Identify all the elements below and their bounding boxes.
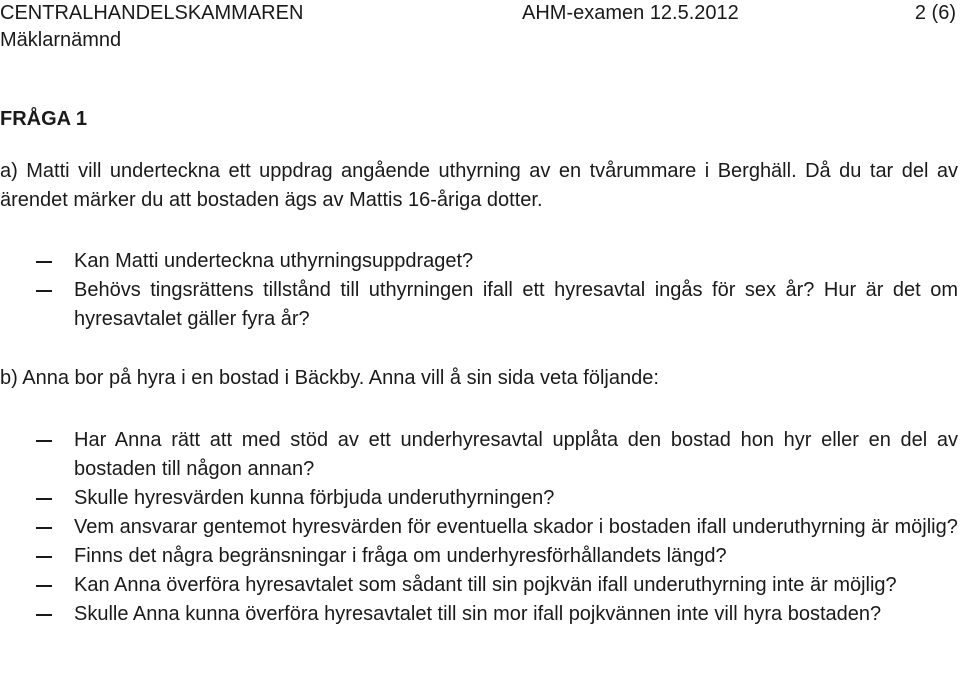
dash-bullet-icon	[36, 261, 52, 263]
dash-bullet-icon	[36, 556, 52, 558]
list-item: Skulle hyresvärden kunna förbjuda underuthyrningen?	[0, 484, 958, 513]
list-item: Vem ansvarar gentemot hyresvärden för eventuella skador i bostaden ifall underuthyrning är möjlig?	[0, 513, 958, 542]
page-header	[0, 0, 958, 54]
dash-bullet-icon	[36, 585, 52, 587]
header-department: Mäklarnämnd	[0, 29, 122, 51]
part-b-text: b) Anna bor på hyra i en bostad i Bäckby. Anna vill å sin sida veta följande:	[0, 367, 659, 389]
list-item: Kan Matti underteckna uthyrningsuppdraget?	[0, 247, 958, 276]
dash-bullet-icon	[36, 498, 52, 500]
part-b-bullet-list	[0, 426, 958, 629]
question-part-a	[0, 157, 958, 215]
header-exam-title: AHM-examen 12.5.2012	[522, 2, 739, 24]
list-item: Finns det några begränsningar i fråga om underhyresförhållandets längd?	[0, 542, 958, 571]
question-part-b	[0, 364, 958, 393]
list-item: Har Anna rätt att med stöd av ett underhyresavtal upplåta den bostad hon hyr eller en del av bostaden till någon annan?	[0, 426, 958, 484]
list-item: Skulle Anna kunna överföra hyresavtalet till sin mor ifall pojkvännen inte vill hyra bostaden?	[0, 600, 958, 629]
dash-bullet-icon	[36, 290, 52, 292]
header-organization: CENTRALHANDELSKAMMAREN	[0, 2, 304, 24]
list-item: Kan Anna överföra hyresavtalet som sådant till sin pojkvän ifall underuthyrning inte är möjlig?	[0, 571, 958, 600]
dash-bullet-icon	[36, 440, 52, 442]
header-page-number: 2 (6)	[914, 2, 956, 24]
dash-bullet-icon	[36, 527, 52, 529]
question-title: FRÅGA 1	[0, 108, 88, 130]
part-a-bullet-list	[0, 247, 958, 334]
dash-bullet-icon	[36, 614, 52, 616]
list-item: Behövs tingsrättens tillstånd till uthyrningen ifall ett hyresavtal ingås för sex år? Hur är det om hyresavtalet gäller fyra år?	[0, 276, 958, 334]
part-a-text: a) Matti vill underteckna ett uppdrag angående uthyrning av en tvårummare i Berghäll. Då du tar del av ärendet märker du att bostaden ägs av Mattis 16-åriga dotter.	[0, 160, 958, 211]
